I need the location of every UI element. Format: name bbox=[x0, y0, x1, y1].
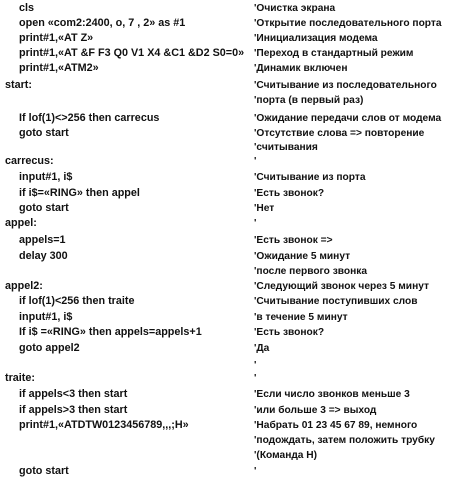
code-line bbox=[0, 127, 450, 140]
code-comment: 'Динамик включен bbox=[254, 63, 348, 74]
code-comment: 'или больше 3 => выход bbox=[254, 405, 377, 416]
code-line bbox=[0, 141, 450, 154]
code-comment: 'порта (в первый раз) bbox=[254, 95, 364, 106]
code-line bbox=[0, 112, 450, 125]
code-statement: goto start bbox=[19, 202, 69, 214]
code-comment: ' bbox=[254, 466, 257, 477]
code-statement: if lof(1)<256 then traite bbox=[19, 295, 135, 307]
code-comment: 'Считывание из последовательного bbox=[254, 80, 437, 91]
code-comment: 'Открытие последовательного порта bbox=[254, 18, 442, 29]
code-comment: 'Отсутствие слова => повторение bbox=[254, 128, 425, 139]
code-line bbox=[0, 326, 450, 339]
code-comment: 'считывания bbox=[254, 142, 318, 153]
code-comment: 'Считывание поступивших слов bbox=[254, 296, 418, 307]
code-comment: 'Ожидание 5 минут bbox=[254, 251, 351, 262]
code-comment: '(Команда H) bbox=[254, 450, 318, 461]
code-statement: delay 300 bbox=[19, 250, 68, 262]
code-comment: 'Набрать 01 23 45 67 89, немного bbox=[254, 420, 418, 431]
code-statement: print#1,«AT &F F3 Q0 V1 X4 &C1 &D2 S0=0» bbox=[19, 47, 245, 59]
code-line bbox=[0, 295, 450, 308]
code-line bbox=[0, 32, 450, 45]
code-comment: 'после первого звонка bbox=[254, 266, 368, 277]
code-statement: traite: bbox=[5, 372, 35, 384]
code-comment: 'Переход в стандартный режим bbox=[254, 48, 414, 59]
code-statement: print#1,«ATDTW0123456789,,,;H» bbox=[19, 419, 189, 431]
code-line bbox=[0, 2, 450, 15]
code-statement: If lof(1)<>256 then carrecus bbox=[19, 112, 160, 124]
code-comment: 'в течение 5 минут bbox=[254, 312, 348, 323]
code-line bbox=[0, 342, 450, 355]
code-statement: cls bbox=[19, 2, 35, 14]
code-comment: 'Следующий звонок через 5 минут bbox=[254, 281, 430, 292]
code-line bbox=[0, 434, 450, 447]
code-statement: goto start bbox=[19, 465, 69, 477]
code-statement: carrecus: bbox=[5, 155, 54, 167]
code-statement: appel2: bbox=[5, 280, 43, 292]
code-line bbox=[0, 419, 450, 432]
code-comment: 'Есть звонок? bbox=[254, 327, 325, 338]
code-statement: input#1, i$ bbox=[19, 311, 73, 323]
code-comment: 'Нет bbox=[254, 203, 275, 214]
code-line bbox=[0, 265, 450, 278]
code-line bbox=[0, 47, 450, 60]
code-statement: if appels>3 then start bbox=[19, 404, 128, 416]
code-comment: 'Инициализация модема bbox=[254, 33, 378, 44]
code-line bbox=[0, 155, 450, 168]
code-line bbox=[0, 449, 450, 462]
code-comment: 'Да bbox=[254, 343, 270, 354]
code-comment: ' bbox=[254, 218, 257, 229]
code-statement: open «com2:2400, o, 7 , 2» as #1 bbox=[19, 17, 186, 29]
code-comment: 'подождать, затем положить трубку bbox=[254, 435, 435, 446]
code-comment: 'Есть звонок => bbox=[254, 235, 333, 246]
code-line bbox=[0, 404, 450, 417]
code-line bbox=[0, 388, 450, 401]
code-line bbox=[0, 79, 450, 92]
code-line bbox=[0, 17, 450, 30]
code-statement: goto appel2 bbox=[19, 342, 80, 354]
code-line bbox=[0, 372, 450, 385]
code-line bbox=[0, 465, 450, 478]
code-comment: 'Ожидание передачи слов от модема bbox=[254, 113, 442, 124]
code-line bbox=[0, 187, 450, 200]
code-statement: goto start bbox=[19, 127, 69, 139]
code-line bbox=[0, 359, 450, 372]
code-comment: ' bbox=[254, 373, 257, 384]
code-statement: input#1, i$ bbox=[19, 171, 73, 183]
code-line bbox=[0, 280, 450, 293]
code-line bbox=[0, 94, 450, 107]
code-line bbox=[0, 62, 450, 75]
code-statement: if appels<3 then start bbox=[19, 388, 128, 400]
code-statement: print#1,«AT Z» bbox=[19, 32, 94, 44]
code-comment: ' bbox=[254, 156, 257, 167]
code-comment: 'Если число звонков меньше 3 bbox=[254, 389, 410, 400]
code-line bbox=[0, 250, 450, 263]
code-statement: print#1,«ATM2» bbox=[19, 62, 99, 74]
code-statement: if i$=«RING» then appel bbox=[19, 187, 140, 199]
code-statement: If i$ =«RING» then appels=appels+1 bbox=[19, 326, 202, 338]
code-comment: 'Очистка экрана bbox=[254, 3, 336, 14]
code-statement: appels=1 bbox=[19, 234, 66, 246]
code-line bbox=[0, 171, 450, 184]
code-line bbox=[0, 217, 450, 230]
code-line bbox=[0, 234, 450, 247]
code-comment: 'Считывание из порта bbox=[254, 172, 366, 183]
code-line bbox=[0, 311, 450, 324]
code-comment: 'Есть звонок? bbox=[254, 188, 325, 199]
code-comment: ' bbox=[254, 360, 257, 371]
code-statement: start: bbox=[5, 79, 32, 91]
code-statement: appel: bbox=[5, 217, 37, 229]
code-line bbox=[0, 202, 450, 215]
